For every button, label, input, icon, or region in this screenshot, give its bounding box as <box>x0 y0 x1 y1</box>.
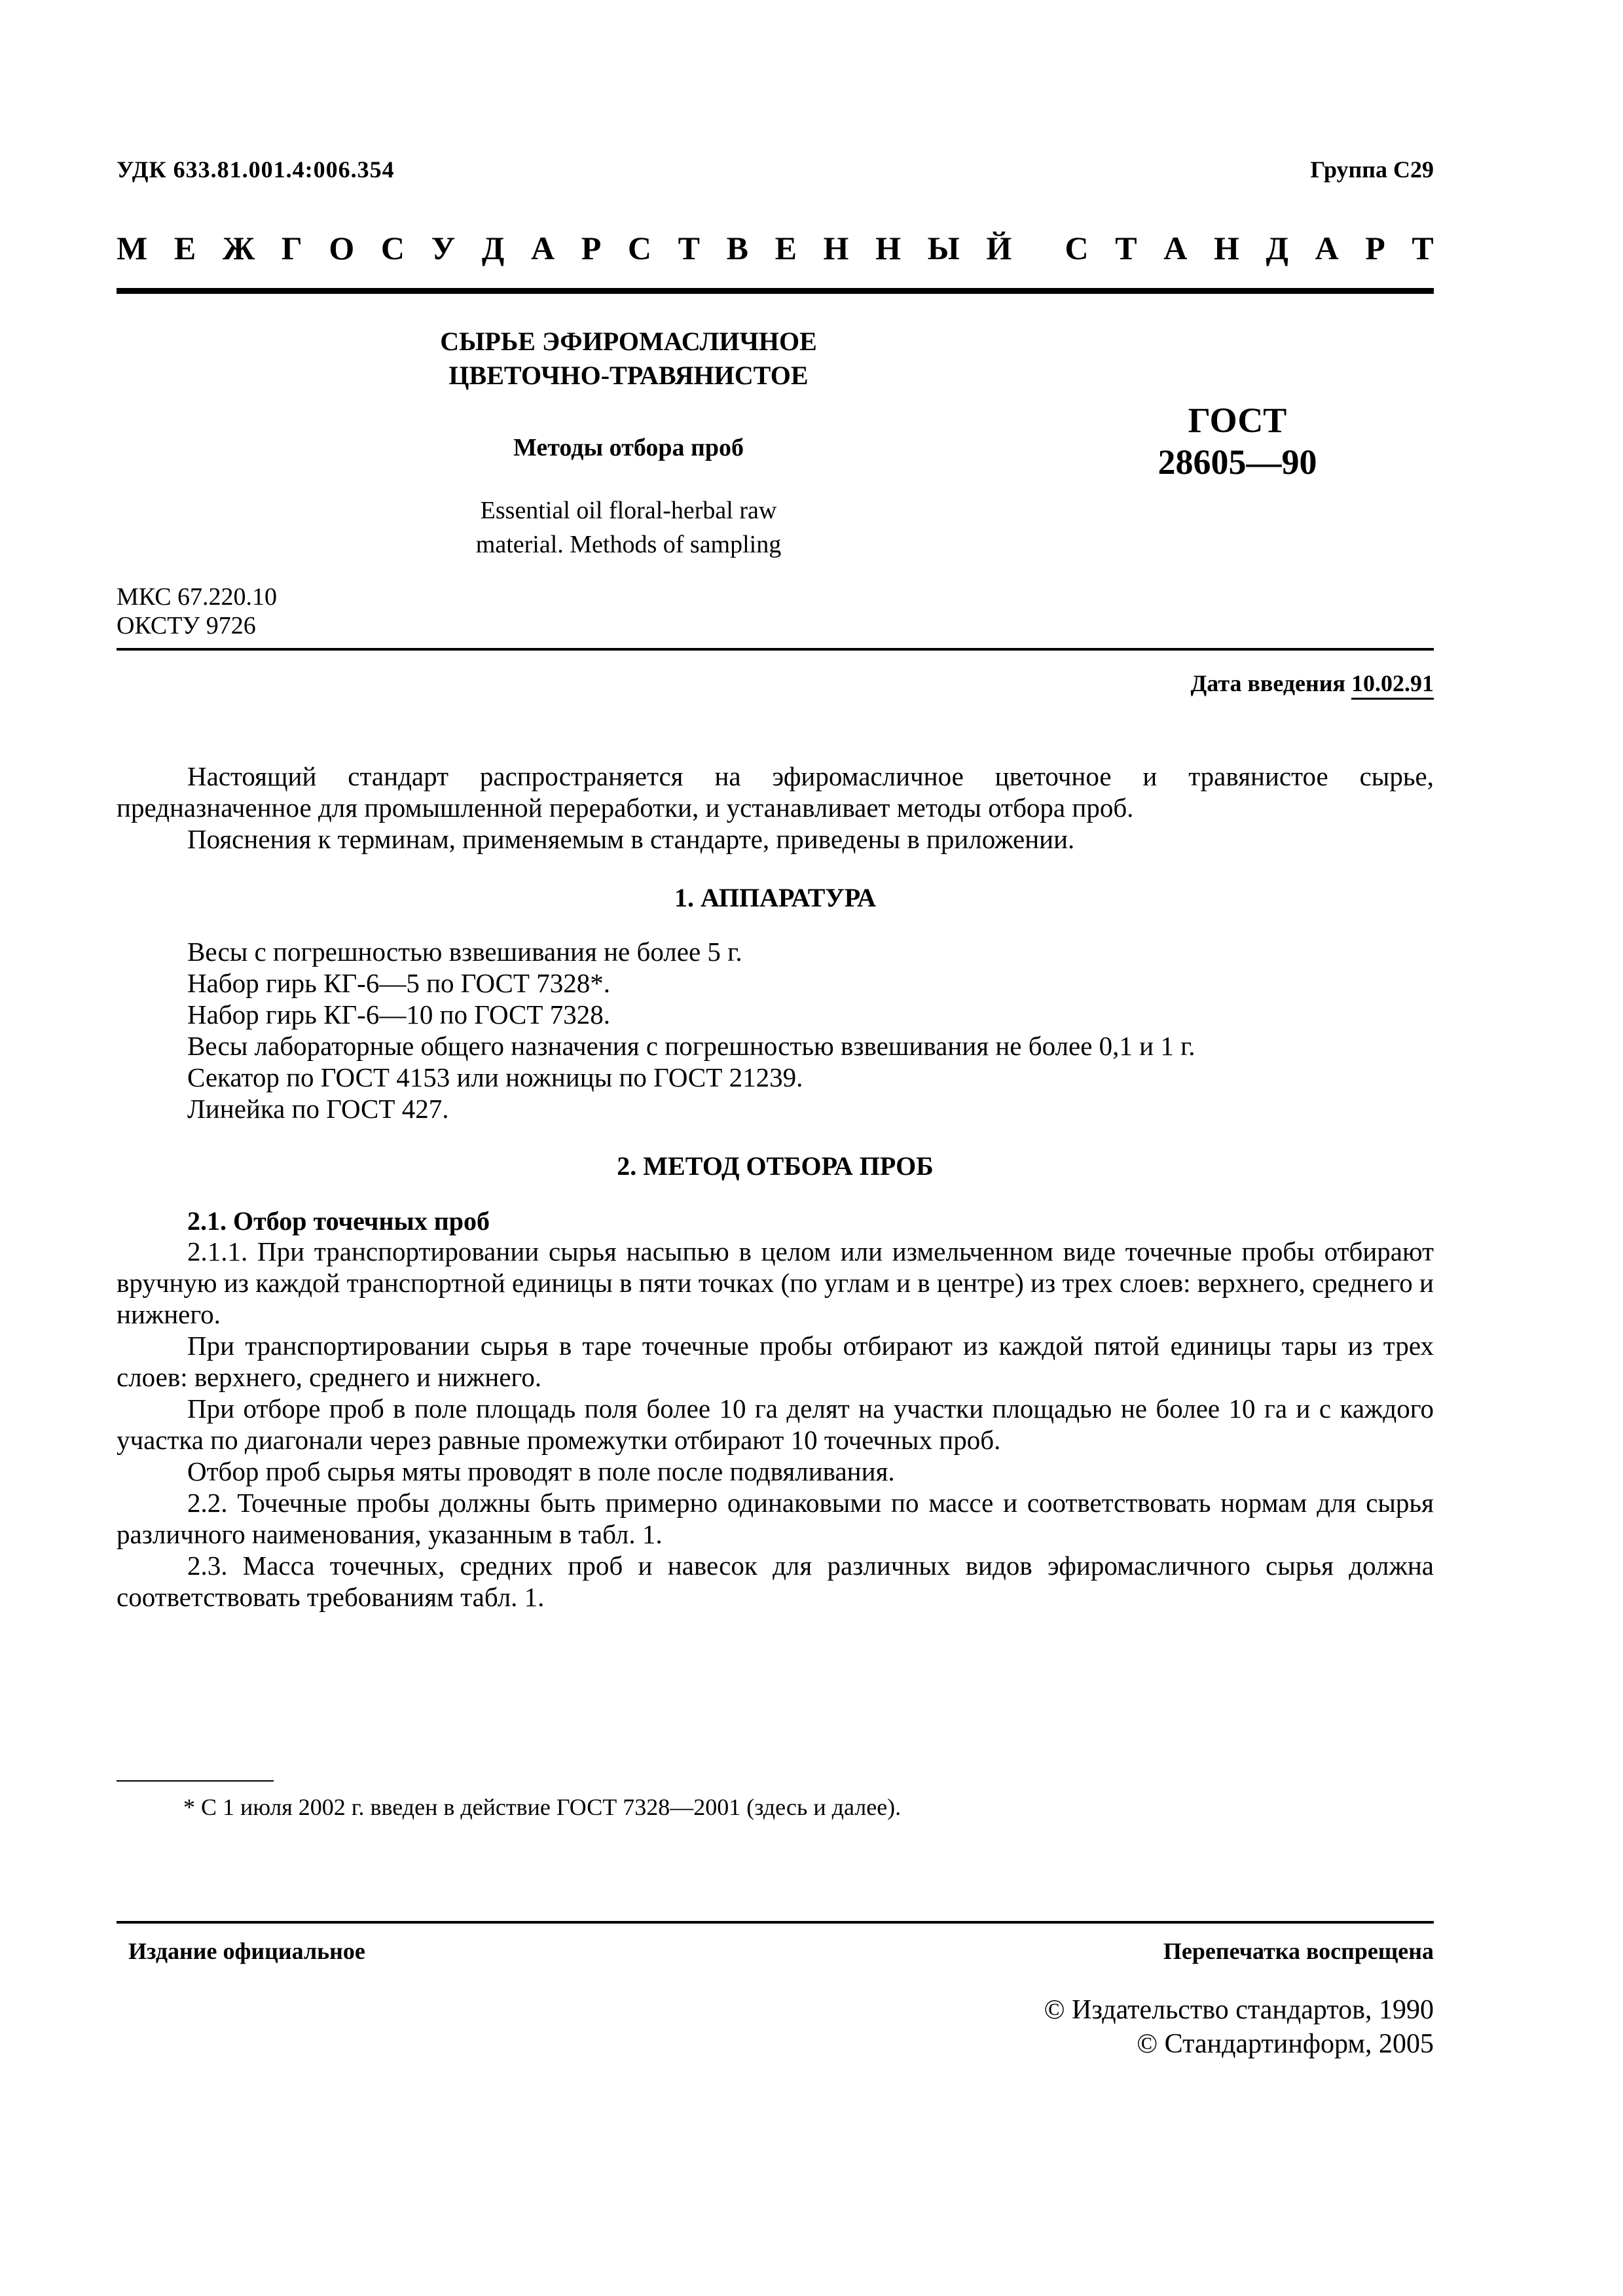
header-rule <box>117 288 1434 294</box>
intro-paragraph: Пояснения к терминам, применяемым в стандарте, приведены в приложении. <box>187 824 1075 854</box>
gost-label: ГОСТ <box>1188 401 1287 440</box>
footnote: * С 1 июля 2002 г. введен в действие ГОСТ 7328—2001 (здесь и далее). <box>183 1794 902 1820</box>
body-paragraph: Отбор проб сырья мяты проводят в поле после подвяливания. <box>187 1456 895 1486</box>
banner-letter: Г <box>281 230 302 266</box>
body-paragraph: 2.1.1. При транспортировании сырья насыпью в целом или измельченном виде точечные пробы отбирают вручную из каждой транспортной единицы в пяти точках (по углам и в центре) из трех слоев: верхнего, среднего и нижнего. <box>117 1236 1434 1329</box>
banner-letter: Ы <box>927 230 960 266</box>
banner-letter: Т <box>678 230 700 266</box>
banner-letter: Т <box>1412 230 1434 266</box>
section-2-body <box>117 1236 1434 1613</box>
banner-letter: Р <box>581 230 602 266</box>
banner-letter: Д <box>1266 230 1288 266</box>
english-title-line-2: material. Methods of sampling <box>475 531 782 558</box>
banner-letter: Н <box>875 230 901 266</box>
reprint-prohibited-label: Перепечатка воспрещена <box>1163 1938 1434 1964</box>
list-item: Весы лабораторные общего назначения с погрешностью взвешивания не более 0,1 и 1 г. <box>187 1031 1195 1061</box>
list-item: Секатор по ГОСТ 4153 или ножницы по ГОСТ 21239. <box>187 1062 803 1092</box>
introduction-date-label: Дата введения <box>1190 670 1345 696</box>
banner-letter: Н <box>823 230 849 266</box>
interstate-standard-banner <box>117 229 1434 267</box>
body-paragraph: При транспортировании сырья в таре точечные пробы отбирают из каждой пятой единицы тары из трех слоев: верхнего, среднего и нижнего. <box>117 1331 1434 1392</box>
footnote-rule <box>117 1780 274 1782</box>
title-line-1: СЫРЬЕ ЭФИРОМАСЛИЧНОЕ <box>440 327 817 356</box>
section-1-heading: 1. АППАРАТУРА <box>674 883 876 912</box>
banner-letter: Н <box>1213 230 1239 266</box>
banner-letter: О <box>329 230 355 266</box>
banner-letter: С <box>380 230 405 266</box>
banner-letter: Р <box>1365 230 1385 266</box>
mks-code: МКС 67.220.10 <box>117 583 278 611</box>
group-code: Группа С29 <box>1310 156 1434 183</box>
body-paragraph: 2.3. Масса точечных, средних проб и навесок для различных видов эфиромасличного сырья должна соответствовать требованиям табл. 1. <box>117 1551 1434 1612</box>
banner-letter: М <box>117 230 148 266</box>
intro-paragraph: Настоящий стандарт распространяется на эфиромасличное цветочное и травянистое сырье, предназначенное для промышленной переработки, и устанавливает методы отбора проб. <box>117 761 1434 823</box>
classification-codes <box>117 583 277 640</box>
banner-letter: Ж <box>222 230 255 266</box>
list-item: Набор гирь КГ-6—10 по ГОСТ 7328. <box>187 999 610 1030</box>
section-2-heading: 2. МЕТОД ОТБОРА ПРОБ <box>617 1151 934 1181</box>
classification-rule <box>117 648 1434 651</box>
subsection-2-1-heading: 2.1. Отбор точечных проб <box>187 1206 490 1236</box>
banner-letter: Д <box>481 230 505 266</box>
banner-letter: Е <box>775 230 797 266</box>
document-title-block <box>216 325 1041 562</box>
english-title-line-1: Essential oil floral-herbal raw <box>480 497 777 524</box>
body-paragraph: 2.2. Точечные пробы должны быть примерно одинаковыми по массе и соответствовать нормам для сырья различного наименования, указанным в табл. 1. <box>117 1488 1434 1549</box>
banner-letter: Е <box>173 230 196 266</box>
copyright-line: © Издательство стандартов, 1990 <box>1044 1995 1434 2025</box>
list-item: Набор гирь КГ-6—5 по ГОСТ 7328*. <box>187 968 610 998</box>
banner-letter: С <box>1065 230 1089 266</box>
copyright-block <box>1044 1993 1434 2061</box>
introduction-date-value: 10.02.91 <box>1351 670 1434 700</box>
okstu-code: ОКСТУ 9726 <box>117 612 256 639</box>
banner-letter: А <box>530 230 555 266</box>
list-item: Весы с погрешностью взвешивания не более 5 г. <box>187 937 742 967</box>
official-edition-label: Издание официальное <box>128 1938 365 1964</box>
gost-number: 28605—90 <box>1158 442 1317 482</box>
intro-section <box>117 761 1434 855</box>
banner-letter: А <box>1315 230 1339 266</box>
banner-letter: Т <box>1115 230 1137 266</box>
introduction-date <box>1191 670 1434 697</box>
copyright-line: © Стандартинформ, 2005 <box>1137 2029 1434 2059</box>
banner-letter: У <box>431 230 456 266</box>
apparatus-list <box>187 936 1195 1124</box>
banner-letter: В <box>726 230 748 266</box>
banner-letter: С <box>627 230 651 266</box>
body-paragraph: При отборе проб в поле площадь поля более 10 га делят на участки площадью не более 10 га и с каждого участка по диагонали через равные промежутки отбирают 10 точечных проб. <box>117 1393 1434 1455</box>
title-line-2: ЦВЕТОЧНО-ТРАВЯНИСТОЕ <box>448 361 809 390</box>
english-title <box>216 493 1041 562</box>
gost-designation <box>1106 399 1368 483</box>
list-item: Линейка по ГОСТ 427. <box>187 1094 449 1124</box>
banner-letter: А <box>1163 230 1188 266</box>
udk-code: УДК 633.81.001.4:006.354 <box>117 156 395 183</box>
footer-rule <box>117 1921 1434 1924</box>
document-subtitle: Методы отбора проб <box>513 434 744 461</box>
banner-letter: Й <box>986 230 1012 266</box>
